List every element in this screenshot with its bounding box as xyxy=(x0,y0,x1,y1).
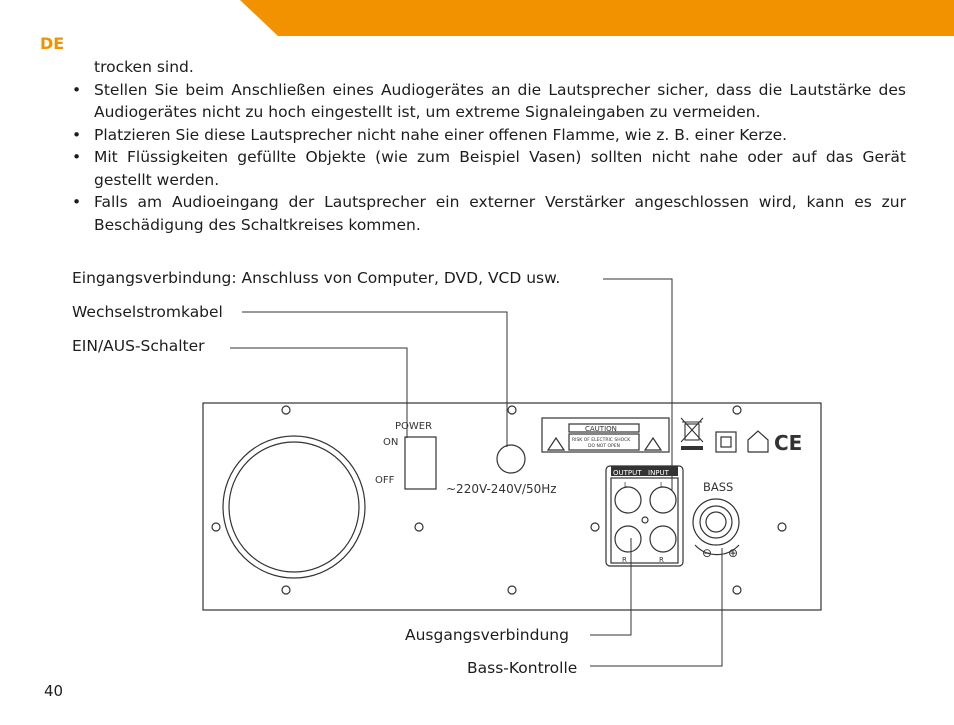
screw xyxy=(282,406,290,414)
callout-ac-cable: Wechselstromkabel xyxy=(72,303,223,321)
jack-output-left xyxy=(615,487,641,513)
screw xyxy=(415,523,423,531)
callout-bass: Bass-Kontrolle xyxy=(467,659,578,677)
warning-triangle-icon xyxy=(645,438,661,450)
list-item: • Platzieren Sie diese Lautsprecher nicht nahe einer offenen Flamme, wie z. B. einer Kerze. xyxy=(72,124,906,147)
double-insulation-icon xyxy=(716,432,736,452)
power-switch xyxy=(405,437,436,489)
screw xyxy=(508,586,516,594)
off-label: OFF xyxy=(375,475,395,486)
warning-text-1: RISK OF ELECTRIC SHOCK xyxy=(572,438,631,443)
page-number: 40 xyxy=(44,682,64,700)
list-item: • Stellen Sie beim Anschließen eines Audiogerätes an die Lautsprecher sicher, dass die Lautstärke des Audiogerätes nicht zu hoch eingestellt ist, um extreme Signaleingaben zu vermeiden. xyxy=(72,79,906,124)
list-item: • Falls am Audioeingang der Lautsprecher ein externer Verstärker angeschlossen wird, kann es zur Beschädigung des Schaltkreises kommen. xyxy=(72,191,906,236)
leader-ac-cable xyxy=(242,312,507,447)
screw xyxy=(733,406,741,414)
warning-triangle-icon xyxy=(548,438,564,450)
caution-text: CAUTION xyxy=(585,425,617,433)
jack-input-right xyxy=(650,526,676,552)
channel-label-r: R xyxy=(659,556,664,564)
callout-input: Eingangsverbindung: Anschluss von Computer, DVD, VCD usw. xyxy=(72,269,561,287)
power-label: POWER xyxy=(395,421,433,432)
voltage-label: ~220V-240V/50Hz xyxy=(446,482,557,496)
panel-outline xyxy=(203,403,821,610)
connector-block xyxy=(606,466,683,566)
bass-label: BASS xyxy=(703,480,734,494)
channel-label-r: R xyxy=(622,556,627,564)
screw xyxy=(591,523,599,531)
warning-text-2: DO NOT OPEN xyxy=(588,444,620,449)
woofer-inner xyxy=(229,442,359,572)
leader-power-switch xyxy=(230,348,407,438)
indoor-use-icon xyxy=(748,431,768,452)
bass-knob-ring xyxy=(700,506,732,538)
bass-knob-inner xyxy=(706,512,726,532)
continued-text: trocken sind. xyxy=(94,58,194,76)
on-label: ON xyxy=(383,437,399,448)
channel-label-l: L xyxy=(660,481,664,489)
ce-mark: CE xyxy=(774,431,803,455)
leader-input xyxy=(603,279,672,490)
channel-label-l: L xyxy=(624,481,628,489)
minus-symbol: ⊖ xyxy=(702,546,713,560)
weee-bin-icon xyxy=(681,418,703,442)
screw xyxy=(282,586,290,594)
list-item: • Mit Flüssigkeiten gefüllte Objekte (wie zum Beispiel Vasen) sollten nicht nahe oder auf das Gerät gestellt werden. xyxy=(72,146,906,191)
output-label: OUTPUT xyxy=(613,469,642,477)
plus-symbol: ⊕ xyxy=(728,546,739,560)
screw xyxy=(212,523,220,531)
jack-output-right xyxy=(615,526,641,552)
input-label: INPUT xyxy=(648,469,669,477)
screw xyxy=(778,523,786,531)
woofer-outer xyxy=(223,436,365,578)
screw xyxy=(733,586,741,594)
jack-input-left xyxy=(650,487,676,513)
callout-output: Ausgangsverbindung xyxy=(405,626,569,644)
screw xyxy=(508,406,516,414)
callout-power-switch: EIN/AUS-Schalter xyxy=(72,337,205,355)
ac-socket xyxy=(497,445,525,473)
language-tag: DE xyxy=(40,34,65,53)
